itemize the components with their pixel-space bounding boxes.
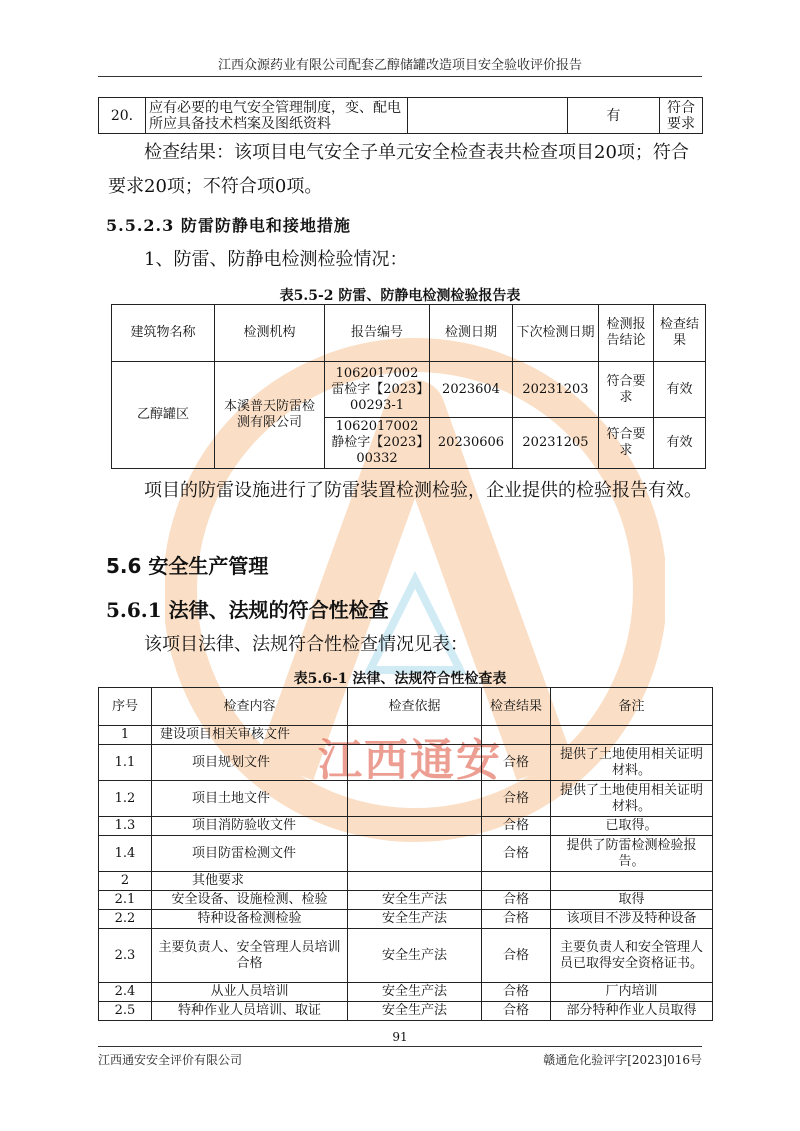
cell-content: 从业人员培训 — [152, 983, 348, 1002]
cell-report: 1062017002 雷检字【2023】00293-1 — [325, 362, 430, 418]
row-no: 20. — [99, 98, 146, 134]
cell-no: 1 — [99, 726, 152, 745]
th-basis: 检查依据 — [348, 688, 482, 726]
cell-result: 有效 — [654, 418, 706, 469]
cell-note: 已取得。 — [551, 817, 713, 836]
cell-result — [482, 726, 551, 745]
cell-content: 特种作业人员培训、取证 — [152, 1002, 348, 1021]
table-row — [99, 891, 713, 910]
cell-content: 项目土地文件 — [152, 781, 348, 817]
lightning-intro: 1、防雷、防静电检测检验情况： — [144, 249, 408, 270]
section-heading-5523: 5.5.2.3 防雷防静电和接地措施 — [106, 216, 351, 235]
th-content: 检查内容 — [152, 688, 348, 726]
cell-result: 合格 — [482, 1002, 551, 1021]
row-actual: 有 — [568, 98, 660, 134]
footer-company: 江西通安安全评价有限公司 — [98, 1053, 243, 1067]
table-row — [99, 983, 713, 1002]
cell-result: 合格 — [482, 929, 551, 983]
th-result: 检查结果 — [482, 688, 551, 726]
cell-conclusion: 符合要求 — [599, 418, 654, 469]
cell-basis — [348, 781, 482, 817]
th-next-date: 下次检测日期 — [513, 305, 599, 362]
cell-note — [551, 872, 713, 891]
cell-basis: 安全生产法 — [348, 1002, 482, 1021]
table-row — [99, 872, 713, 891]
cell-next: 20231203 — [513, 362, 599, 418]
cell-note: 提供了防雷检测检验报告。 — [551, 836, 713, 872]
th-note: 备注 — [551, 688, 713, 726]
th-no: 序号 — [99, 688, 152, 726]
cell-result: 有效 — [654, 362, 706, 418]
laws-intro: 该项目法律、法规符合性检查情况见表： — [144, 634, 468, 655]
th-date: 检测日期 — [430, 305, 513, 362]
page-footer — [98, 1046, 702, 1067]
cell-note — [551, 726, 713, 745]
page-header: 江西众源药业有限公司配套乙醇储罐改造项目安全验收评价报告 — [98, 54, 702, 77]
cell-no: 2.1 — [99, 891, 152, 910]
cell-basis: 安全生产法 — [348, 891, 482, 910]
cell-no: 2.2 — [99, 910, 152, 929]
th-building: 建筑物名称 — [112, 305, 215, 362]
cell-content: 项目防雷检测文件 — [152, 836, 348, 872]
cell-content: 项目规划文件 — [152, 745, 348, 781]
cell-basis — [348, 726, 482, 745]
cell-content: 建设项目相关审核文件 — [152, 726, 348, 745]
cell-basis — [348, 872, 482, 891]
cell-basis: 安全生产法 — [348, 929, 482, 983]
electrical-check-table-tail — [98, 97, 703, 134]
cell-note: 取得 — [551, 891, 713, 910]
cell-conclusion: 符合要求 — [599, 362, 654, 418]
cell-content: 特种设备检测检验 — [152, 910, 348, 929]
lightning-conclusion-paragraph: 项目的防雷设施进行了防雷装置检测检验，企业提供的检验报告有效。 — [144, 480, 702, 501]
table-row — [99, 929, 713, 983]
cell-result: 合格 — [482, 817, 551, 836]
cell-note: 提供了土地使用相关证明材料。 — [551, 781, 713, 817]
cell-result: 合格 — [482, 910, 551, 929]
cell-result: 合格 — [482, 836, 551, 872]
cell-note: 主要负责人和安全管理人员已取得安全资格证书。 — [551, 929, 713, 983]
section-heading-561: 5.6.1 法律、法规的符合性检查 — [106, 598, 389, 622]
cell-date: 20230606 — [430, 418, 513, 469]
table-row — [99, 836, 713, 872]
cell-date: 2023604 — [430, 362, 513, 418]
row-basis — [408, 98, 568, 134]
cell-basis — [348, 836, 482, 872]
table-caption-5-6-1: 表5.6-1 法律、法规符合性检查表 — [293, 671, 507, 687]
cell-basis — [348, 745, 482, 781]
cell-content: 其他要求 — [152, 872, 348, 891]
cell-basis: 安全生产法 — [348, 910, 482, 929]
cell-agency: 本溪普天防雷检测有限公司 — [215, 362, 325, 469]
cell-next: 20231205 — [513, 418, 599, 469]
cell-no: 2 — [99, 872, 152, 891]
th-agency: 检测机构 — [215, 305, 325, 362]
watermark-text: 江西通安 — [318, 735, 502, 786]
laws-compliance-table — [98, 687, 713, 1021]
cell-no: 1.1 — [99, 745, 152, 781]
cell-no: 2.4 — [99, 983, 152, 1002]
cell-note: 厂内培训 — [551, 983, 713, 1002]
table-row — [99, 726, 713, 745]
cell-no: 1.4 — [99, 836, 152, 872]
row-result: 符合要求 — [660, 98, 703, 134]
cell-note: 该项目不涉及特种设备 — [551, 910, 713, 929]
cell-content: 主要负责人、安全管理人员培训合格 — [152, 929, 348, 983]
lightning-report-table — [111, 304, 706, 469]
table-row — [99, 1002, 713, 1021]
page-number: 91 — [392, 1030, 408, 1044]
footer-doc-number: 赣通危化验评字[2023]016号 — [543, 1053, 702, 1067]
cell-content: 安全设备、设施检测、检验 — [152, 891, 348, 910]
cell-no: 2.3 — [99, 929, 152, 983]
cell-note: 提供了土地使用相关证明材料。 — [551, 745, 713, 781]
th-report-no: 报告编号 — [325, 305, 430, 362]
cell-no: 1.2 — [99, 781, 152, 817]
cell-no: 1.3 — [99, 817, 152, 836]
table-row — [99, 781, 713, 817]
table-row — [99, 910, 713, 929]
check-result-paragraph: 检查结果：该项目电气安全子单元安全检查表共检查项目20项；符合要求20项；不符合项0项。 — [108, 142, 689, 197]
cell-building: 乙醇罐区 — [112, 362, 215, 469]
cell-result: 合格 — [482, 891, 551, 910]
table-row — [99, 817, 713, 836]
row-content: 应有必要的电气安全管理制度，变、配电所应具备技术档案及图纸资料 — [146, 98, 408, 134]
table-caption-5-5-2: 表5.5-2 防雷、防静电检测检验报告表 — [279, 288, 521, 304]
cell-report: 1062017002 静检字【2023】00332 — [325, 418, 430, 469]
cell-result: 合格 — [482, 745, 551, 781]
cell-result — [482, 872, 551, 891]
cell-no: 2.5 — [99, 1002, 152, 1021]
cell-result: 合格 — [482, 983, 551, 1002]
section-heading-56: 5.6 安全生产管理 — [106, 554, 269, 578]
th-result: 检查结果 — [654, 305, 706, 362]
table-row — [99, 745, 713, 781]
cell-basis: 安全生产法 — [348, 983, 482, 1002]
th-conclusion: 检测报告结论 — [599, 305, 654, 362]
cell-content: 项目消防验收文件 — [152, 817, 348, 836]
cell-basis — [348, 817, 482, 836]
cell-note: 部分特种作业人员取得 — [551, 1002, 713, 1021]
cell-result: 合格 — [482, 781, 551, 817]
